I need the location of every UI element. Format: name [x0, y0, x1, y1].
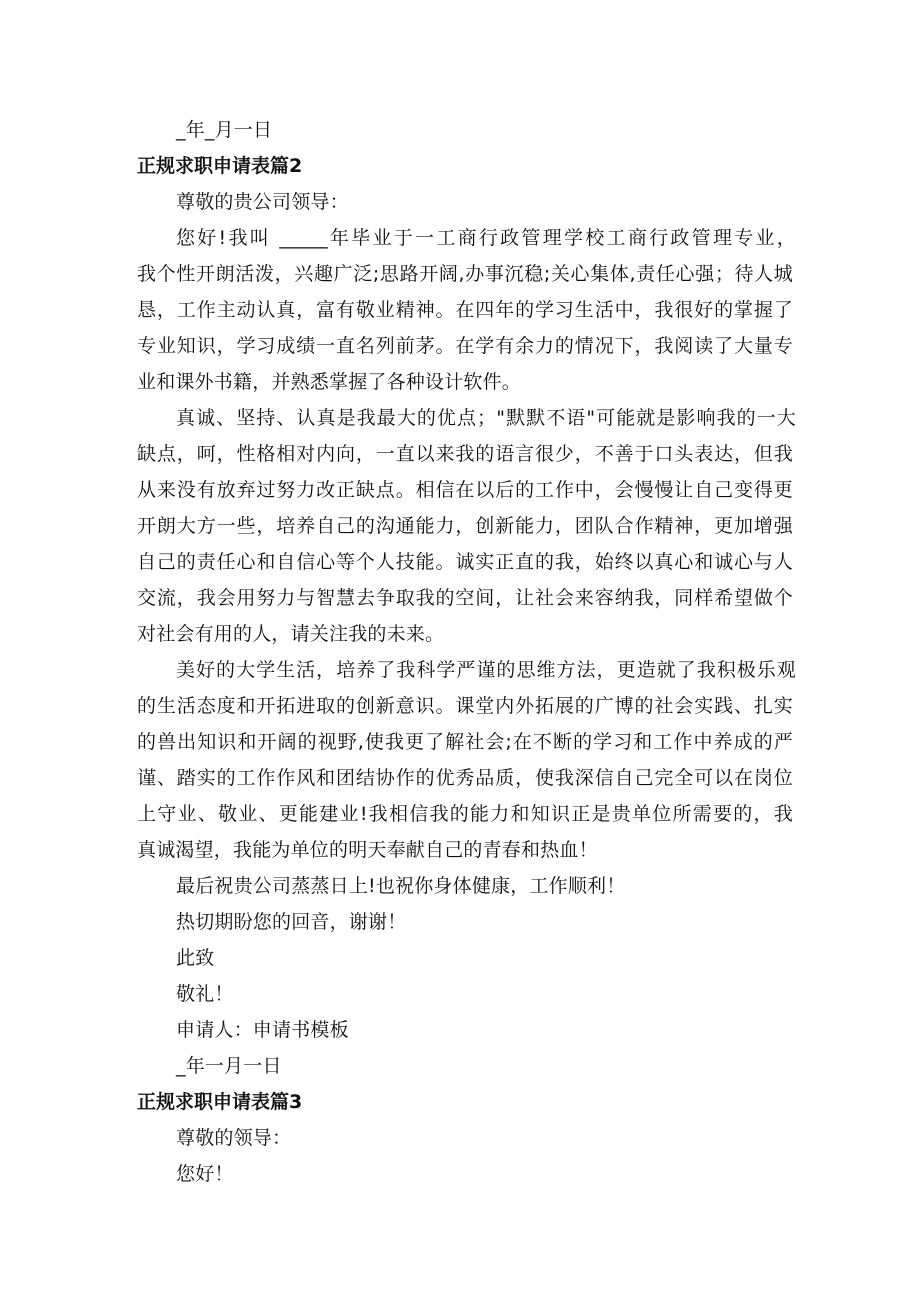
closing-thanks: 热切期盼您的回音，谢谢！ — [176, 911, 407, 933]
paragraph-line: 对社会有用的人，请关注我的未来。 — [137, 623, 445, 645]
paragraph-line: 的兽出知识和开阔的视野,使我更了解社会;在不断的学习和工作中养成的严 — [137, 731, 793, 753]
applicant-signature: 申请人：申请书模板 — [176, 1019, 349, 1041]
closing-wish: 最后祝贵公司蒸蒸日上!也祝你身体健康，工作顺利！ — [176, 875, 626, 897]
paragraph-line: 交流，我会用努力与智慧去争取我的空间，让社会来容纳我，同样希望做个 — [137, 587, 793, 609]
paragraph-line: 从来没有放弃过努力改正缺点。相信在以后的工作中，会慢慢让自己变得更 — [137, 479, 793, 501]
paragraph-line: 开朗大方一些，培养自己的沟通能力，创新能力，团队合作精神，更加增强 — [137, 515, 793, 537]
date-line: _年一月一日 — [176, 1055, 282, 1077]
section-heading: 正规求职申请表篇3 — [137, 1091, 303, 1113]
paragraph-line: 我个性开朗活泼，兴趣广泛;思路开阔,办事沉稳;关心集体,责任心强；待人城 — [137, 263, 793, 285]
paragraph-line: 恳，工作主动认真，富有敬业精神。在四年的学习生活中，我很好的掌握了 — [137, 299, 793, 321]
paragraph-line: 自己的责任心和自信心等个人技能。诚实正直的我，始终以真心和诚心与人 — [137, 551, 793, 573]
paragraph-line: 缺点，呵，性格相对内向，一直以来我的语言很少，不善于口头表达，但我 — [137, 443, 793, 465]
paragraph-line: 您好!我叫 _____年毕业于一工商行政管理学校工商行政管理专业， — [176, 227, 796, 249]
paragraph-line: 美好的大学生活，培养了我科学严谨的思维方法，更造就了我积极乐观 — [176, 659, 796, 681]
salutation: 尊敬的贵公司领导： — [176, 191, 349, 213]
closing-jingli: 敬礼！ — [176, 983, 234, 1005]
closing-cizhi: 此致 — [176, 947, 215, 969]
paragraph-line: 真诚、坚持、认真是我最大的优点；"默默不语"可能就是影响我的一大 — [176, 407, 796, 429]
paragraph-line: 专业知识，学习成绩一直名列前茅。在学有余力的情况下，我阅读了大量专 — [137, 335, 793, 357]
salutation: 尊敬的领导： — [176, 1127, 292, 1149]
date-line: _年_月一日 — [176, 119, 273, 141]
paragraph-line: 业和课外书籍，并熟悉掌握了各种设计软件。 — [137, 371, 522, 393]
paragraph-line: 谨、踏实的工作作风和团结协作的优秀品质，使我深信自己完全可以在岗位 — [137, 767, 793, 789]
greeting: 您好！ — [176, 1163, 234, 1185]
paragraph-line: 的生活态度和开拓进取的创新意识。课堂内外拓展的广博的社会实践、扎实 — [137, 695, 793, 717]
paragraph-line: 真诚渴望，我能为单位的明天奉献自己的青春和热血！ — [137, 839, 598, 861]
paragraph-line: 上守业、敬业、更能建业!我相信我的能力和知识正是贵单位所需要的，我 — [137, 803, 793, 825]
section-heading: 正规求职申请表篇2 — [137, 155, 303, 177]
